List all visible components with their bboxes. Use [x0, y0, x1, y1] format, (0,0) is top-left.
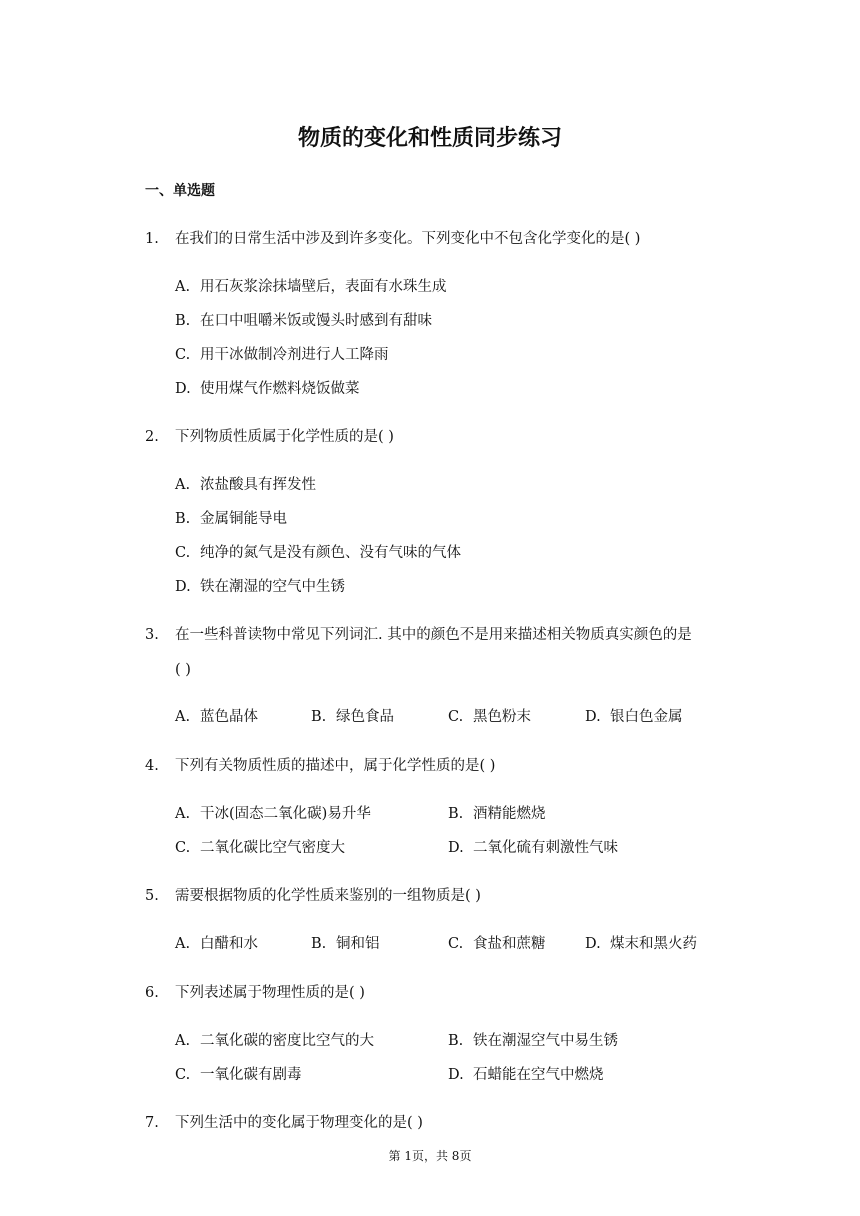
option-text: 二氧化碳的密度比空气的大: [200, 1033, 374, 1049]
option-letter: A.: [175, 709, 191, 725]
option-letter: B.: [311, 936, 327, 952]
option-text: 二氧化碳比空气密度大: [200, 840, 345, 856]
option-letter: C.: [448, 936, 464, 952]
section-heading: 一、单选题: [145, 183, 215, 199]
option-6d[interactable]: [448, 1065, 604, 1085]
option-1c[interactable]: [175, 345, 389, 365]
option-text: 煤末和黑火药: [610, 936, 697, 952]
question-stem-continued: ( ): [175, 662, 191, 678]
option-letter: C.: [175, 347, 191, 363]
option-letter: C.: [175, 1067, 191, 1083]
option-text: 蓝色晶体: [200, 709, 258, 725]
option-5b[interactable]: [311, 934, 380, 954]
option-3a[interactable]: [175, 707, 258, 727]
option-3d[interactable]: [585, 707, 683, 727]
option-letter: B.: [175, 511, 191, 527]
option-letter: D.: [585, 936, 601, 952]
question-stem: 在我们的日常生活中涉及到许多变化。下列变化中不包含化学变化的是( ): [175, 231, 641, 247]
option-2c[interactable]: [175, 543, 461, 563]
option-text: 食盐和蔗糖: [473, 936, 546, 952]
option-text: 纯净的氮气是没有颜色、没有气味的气体: [200, 545, 461, 561]
question-stem: 需要根据物质的化学性质来鉴别的一组物质是( ): [175, 888, 481, 904]
question-number: 7.: [145, 1115, 159, 1131]
option-1d[interactable]: [175, 379, 360, 399]
option-5d[interactable]: [585, 934, 697, 954]
option-text: 铜和铝: [336, 936, 380, 952]
option-letter: C.: [175, 840, 191, 856]
option-2b[interactable]: [175, 509, 287, 529]
option-letter: C.: [175, 545, 191, 561]
option-text: 石蜡能在空气中燃烧: [473, 1067, 604, 1083]
option-letter: A.: [175, 1033, 191, 1049]
option-3c[interactable]: [448, 707, 531, 727]
question-stem: 下列物质性质属于化学性质的是( ): [175, 429, 394, 445]
option-text: 浓盐酸具有挥发性: [200, 477, 316, 493]
question-number: 1.: [145, 231, 159, 247]
option-4b[interactable]: [448, 804, 546, 824]
option-4c[interactable]: [175, 838, 345, 858]
option-letter: B.: [311, 709, 327, 725]
option-2a[interactable]: [175, 475, 316, 495]
option-5a[interactable]: [175, 934, 258, 954]
page-footer: 第 1页，共 8页: [388, 1149, 472, 1163]
option-letter: B.: [175, 313, 191, 329]
option-letter: A.: [175, 936, 191, 952]
option-text: 白醋和水: [200, 936, 258, 952]
question-stem: 下列生活中的变化属于物理变化的是( ): [175, 1115, 423, 1131]
question-stem: 在一些科普读物中常见下列词汇. 其中的颜色不是用来描述相关物质真实颜色的是: [175, 627, 692, 643]
option-letter: D.: [585, 709, 601, 725]
option-letter: A.: [175, 806, 191, 822]
question-number: 6.: [145, 985, 159, 1001]
option-text: 干冰(固态二氧化碳)易升华: [200, 806, 371, 822]
option-1a[interactable]: [175, 277, 447, 297]
option-letter: D.: [448, 840, 464, 856]
option-letter: A.: [175, 477, 191, 493]
option-text: 用干冰做制冷剂进行人工降雨: [200, 347, 389, 363]
option-letter: B.: [448, 806, 464, 822]
option-4d[interactable]: [448, 838, 618, 858]
option-letter: C.: [448, 709, 464, 725]
option-4a[interactable]: [175, 804, 371, 824]
option-text: 黑色粉末: [473, 709, 531, 725]
option-text: 绿色食品: [336, 709, 394, 725]
option-letter: D.: [175, 381, 191, 397]
option-text: 一氧化碳有剧毒: [200, 1067, 302, 1083]
option-letter: B.: [448, 1033, 464, 1049]
question-number: 5.: [145, 888, 159, 904]
option-letter: D.: [448, 1067, 464, 1083]
question-stem: 下列有关物质性质的描述中，属于化学性质的是( ): [175, 758, 496, 774]
document-title: 物质的变化和性质同步练习: [297, 126, 562, 151]
question-stem: 下列表述属于物理性质的是( ): [175, 985, 365, 1001]
question-number: 2.: [145, 429, 159, 445]
option-1b[interactable]: [175, 311, 432, 331]
option-text: 在口中咀嚼米饭或馒头时感到有甜味: [200, 313, 432, 329]
option-text: 酒精能燃烧: [473, 806, 546, 822]
option-text: 用石灰浆涂抹墙壁后，表面有水珠生成: [200, 279, 447, 295]
question-number: 3.: [145, 627, 159, 643]
option-text: 银白色金属: [610, 709, 683, 725]
option-6c[interactable]: [175, 1065, 302, 1085]
question-number: 4.: [145, 758, 159, 774]
option-text: 铁在潮湿的空气中生锈: [200, 579, 345, 595]
option-text: 金属铜能导电: [200, 511, 287, 527]
option-6a[interactable]: [175, 1031, 374, 1051]
option-2d[interactable]: [175, 577, 345, 597]
option-letter: A.: [175, 279, 191, 295]
option-text: 使用煤气作燃料烧饭做菜: [200, 381, 360, 397]
option-3b[interactable]: [311, 707, 394, 727]
option-text: 铁在潮湿空气中易生锈: [473, 1033, 618, 1049]
option-text: 二氧化硫有刺激性气味: [473, 840, 618, 856]
option-letter: D.: [175, 579, 191, 595]
option-6b[interactable]: [448, 1031, 618, 1051]
option-5c[interactable]: [448, 934, 546, 954]
